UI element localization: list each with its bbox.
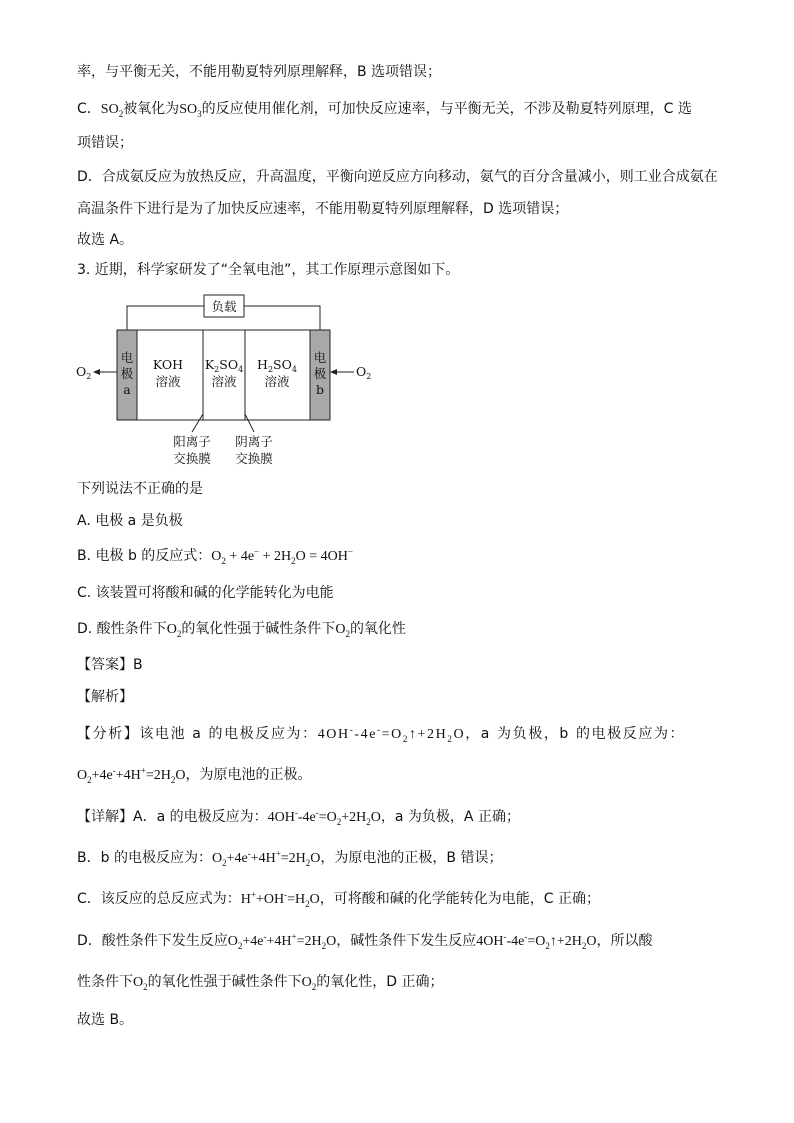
detail-d-1: D．酸性条件下发生反应$O_2+4e^-+4H^+=2H_2O$，碱性条件下发生反应$4OH^--4e^-=O_2↑+2H_2O$，所以酸 xyxy=(77,931,653,951)
k2so4-label: $K_2SO_4$ xyxy=(204,357,244,374)
option-a: A. 电极 a 是负极 xyxy=(77,513,183,529)
option-d: D. 酸性条件下$O_2$的氧化性强于碱性条件下$O_2$的氧化性 xyxy=(77,621,406,639)
text-line: 故选 A。 xyxy=(77,232,134,248)
question-title: 3. 近期，科学家研发了“全氧电池”，其工作原理示意图如下。 xyxy=(77,262,460,278)
wire-right xyxy=(244,306,320,330)
text-line: D．合成氨反应为放热反应，升高温度，平衡向逆反应方向移动，氨气的百分含量减小，则工业合成氨在 xyxy=(77,169,718,185)
svg-text:a: a xyxy=(123,382,131,397)
koh-solution-label: 溶液 xyxy=(155,374,181,389)
svg-text:极: 极 xyxy=(120,366,134,381)
detail-b: B．b 的电极反应为：$O_2+4e^-+4H^+=2H_2O$，为原电池的正极，B 错误； xyxy=(77,848,503,868)
o2-in-arrowhead xyxy=(330,369,337,375)
svg-text:电: 电 xyxy=(120,350,134,365)
svg-text:交换膜: 交换膜 xyxy=(173,451,211,466)
cation-membrane-label: 阳离子 xyxy=(173,434,211,449)
svg-text:电: 电 xyxy=(313,350,327,365)
k2so4-solution-label: 溶液 xyxy=(211,374,237,389)
text-line: C．$SO_2$被氧化为$SO_3$的反应使用催化剂，可加快反应速率，与平衡无关，不涉及勒夏特列原理，C 选 xyxy=(77,101,692,119)
text-line: 率，与平衡无关，不能用勒夏特列原理解释，B 选项错误； xyxy=(77,64,442,80)
text-line: 项错误； xyxy=(77,135,133,151)
detail-a: 【详解】A．a 的电极反应为：$4OH^--4e^-=O_2+2H_2O$，a 为负极，A 正确； xyxy=(77,807,520,827)
question-stem: 下列说法不正确的是 xyxy=(77,481,203,497)
h2so4-label: $H_2SO_4$ xyxy=(257,357,297,374)
text-line: 高温条件下进行是为了加快反应速率，不能用勒夏特列原理解释，D 选项错误； xyxy=(77,201,569,217)
analysis-label: 【解析】 xyxy=(77,689,133,705)
analysis-line-2: $O_2+4e^-+4H^+=2H_2O$，为原电池的正极。 xyxy=(77,765,312,785)
detail-c: C．该反应的总反应式为：$H^++OH^-=H_2O$，可将酸和碱的化学能转化为电能，C 正确； xyxy=(77,889,600,909)
analysis-line-1: 【分析】该电池 a 的电极反应为：$4OH^--4e^-=O_2↑+2H_2O$，a 为负极，b 的电极反应为： xyxy=(77,724,686,744)
wire-left xyxy=(127,306,204,330)
svg-text:交换膜: 交换膜 xyxy=(235,451,273,466)
detail-d-2: 性条件下$O_2$的氧化性强于碱性条件下$O_2$的氧化性，D 正确； xyxy=(77,974,444,992)
battery-diagram xyxy=(70,290,390,475)
option-c: C. 该装置可将酸和碱的化学能转化为电能 xyxy=(77,585,334,601)
svg-text:b: b xyxy=(315,382,325,397)
koh-label: KOH xyxy=(152,357,184,372)
o2-out-label: $O_2$ xyxy=(76,364,92,381)
svg-text:极: 极 xyxy=(313,366,327,381)
answer-label: 【答案】B xyxy=(77,657,143,673)
load-label: 负载 xyxy=(211,299,237,314)
o2-out-arrowhead xyxy=(93,369,100,375)
h2so4-solution-label: 溶液 xyxy=(264,374,290,389)
conclusion: 故选 B。 xyxy=(77,1012,134,1028)
o2-in-label: $O_2$ xyxy=(356,364,372,381)
anion-membrane-label: 阴离子 xyxy=(235,434,273,449)
option-b: B. 电极 b 的反应式：$O_2 + 4e^- + 2H_2O = 4OH^-$ xyxy=(77,546,353,566)
